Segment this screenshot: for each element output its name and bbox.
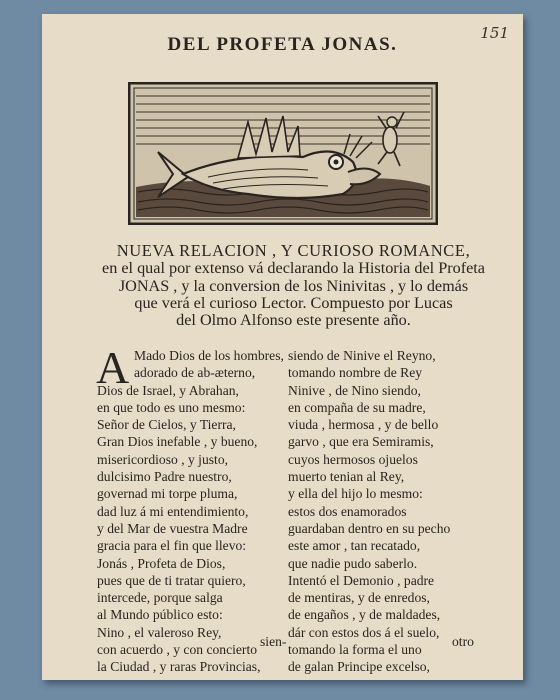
verse-line: que nadie pudo saberlo. (288, 555, 418, 571)
verse-line: adorado de ab-æterno, (134, 365, 256, 381)
verse-line: gracia para el fin que llevo: (97, 538, 247, 554)
heading-line: del Olmo Alfonso este presente año. (176, 311, 411, 330)
catchword-right: otro (452, 634, 474, 649)
verse-line: en que todo es uno mesmo: (97, 399, 246, 415)
heading-line: NUEVA RELACION , Y CURIOSO ROMANCE, (116, 241, 471, 260)
verse-line: pues que de ti tratar quiero, (97, 572, 246, 588)
verse-line: y ella del hijo lo mesmo: (288, 486, 423, 502)
catchword-left: sien- (260, 634, 287, 649)
printed-sheet (42, 14, 523, 680)
verse-line: tomando nombre de Rey (288, 365, 423, 381)
verse-line: dár con estos dos á el suelo, (288, 624, 440, 640)
verse-line: Señor de Cielos, y Tierra, (97, 417, 236, 433)
verse-line: de mentiras, y de enredos, (288, 590, 430, 606)
verse-line: garvo , que era Semiramis, (288, 434, 434, 450)
verse-line: y del Mar de vuestra Madre (97, 520, 248, 536)
verse-line: Nino , el valeroso Rey, (97, 624, 222, 640)
verse-line: Dios de Israel, y Abrahan, (97, 382, 239, 398)
left-verse-column (96, 342, 307, 676)
verse-line: la Ciudad , y raras Provincias, (97, 659, 261, 675)
verse-line: guardaban dentro en su pecho (288, 520, 451, 536)
heading-line: JONAS , y la conversion de los Ninivitas , y lo demás (118, 276, 469, 295)
verse-line: de galan Principe excelso, (288, 659, 430, 675)
drop-cap: A (96, 342, 130, 393)
verse-line: viuda , hermosa , y de bello (288, 417, 439, 433)
verse-line: Intentó el Demonio , padre (288, 572, 435, 588)
verse-line: Jonás , Profeta de Dios, (97, 555, 226, 571)
verse-line: estos dos enamorados (288, 503, 407, 519)
verse-line: con acuerdo , y con concierto (97, 642, 258, 658)
ballad-heading (82, 240, 505, 330)
verse-line: governad mi torpe pluma, (97, 486, 238, 502)
folio-number: 151 (480, 24, 509, 42)
verse-line: de engaños , y de maldades, (288, 607, 441, 623)
woodcut-jonah-whale-image (128, 82, 438, 225)
verse-line: muerto tenian al Rey, (288, 469, 405, 485)
verse-line: cuyos hermosos ojuelos (288, 451, 418, 467)
verse-line: dulcisimo Padre nuestro, (97, 469, 232, 485)
verse-line: tomando la forma el uno (288, 642, 422, 658)
heading-line: que verá el curioso Lector. Compuesto por Lucas (134, 293, 453, 312)
verse-line: en compaña de su madre, (288, 399, 426, 415)
page-title: DEL PROFETA JONAS. (167, 34, 398, 55)
verse-line: intercede, porque salga (97, 590, 223, 606)
verse-line: misericordioso , y justo, (97, 451, 229, 467)
right-verse-column (288, 347, 503, 676)
verse-line: siendo de Ninive el Reyno, (288, 348, 436, 363)
verse-line: dad luz á mi entendimiento, (97, 503, 249, 519)
verse-line: este amor , tan recatado, (288, 538, 421, 554)
verse-line: Mado Dios de los hombres, (134, 348, 284, 363)
verse-line: al Mundo público esto: (97, 607, 223, 623)
heading-line: en el qual por extenso vá declarando la Historia del Profeta (102, 259, 485, 278)
verse-line: Ninive , de Nino siendo, (288, 382, 421, 398)
verse-line: Gran Dios inefable , y bueno, (97, 434, 258, 450)
